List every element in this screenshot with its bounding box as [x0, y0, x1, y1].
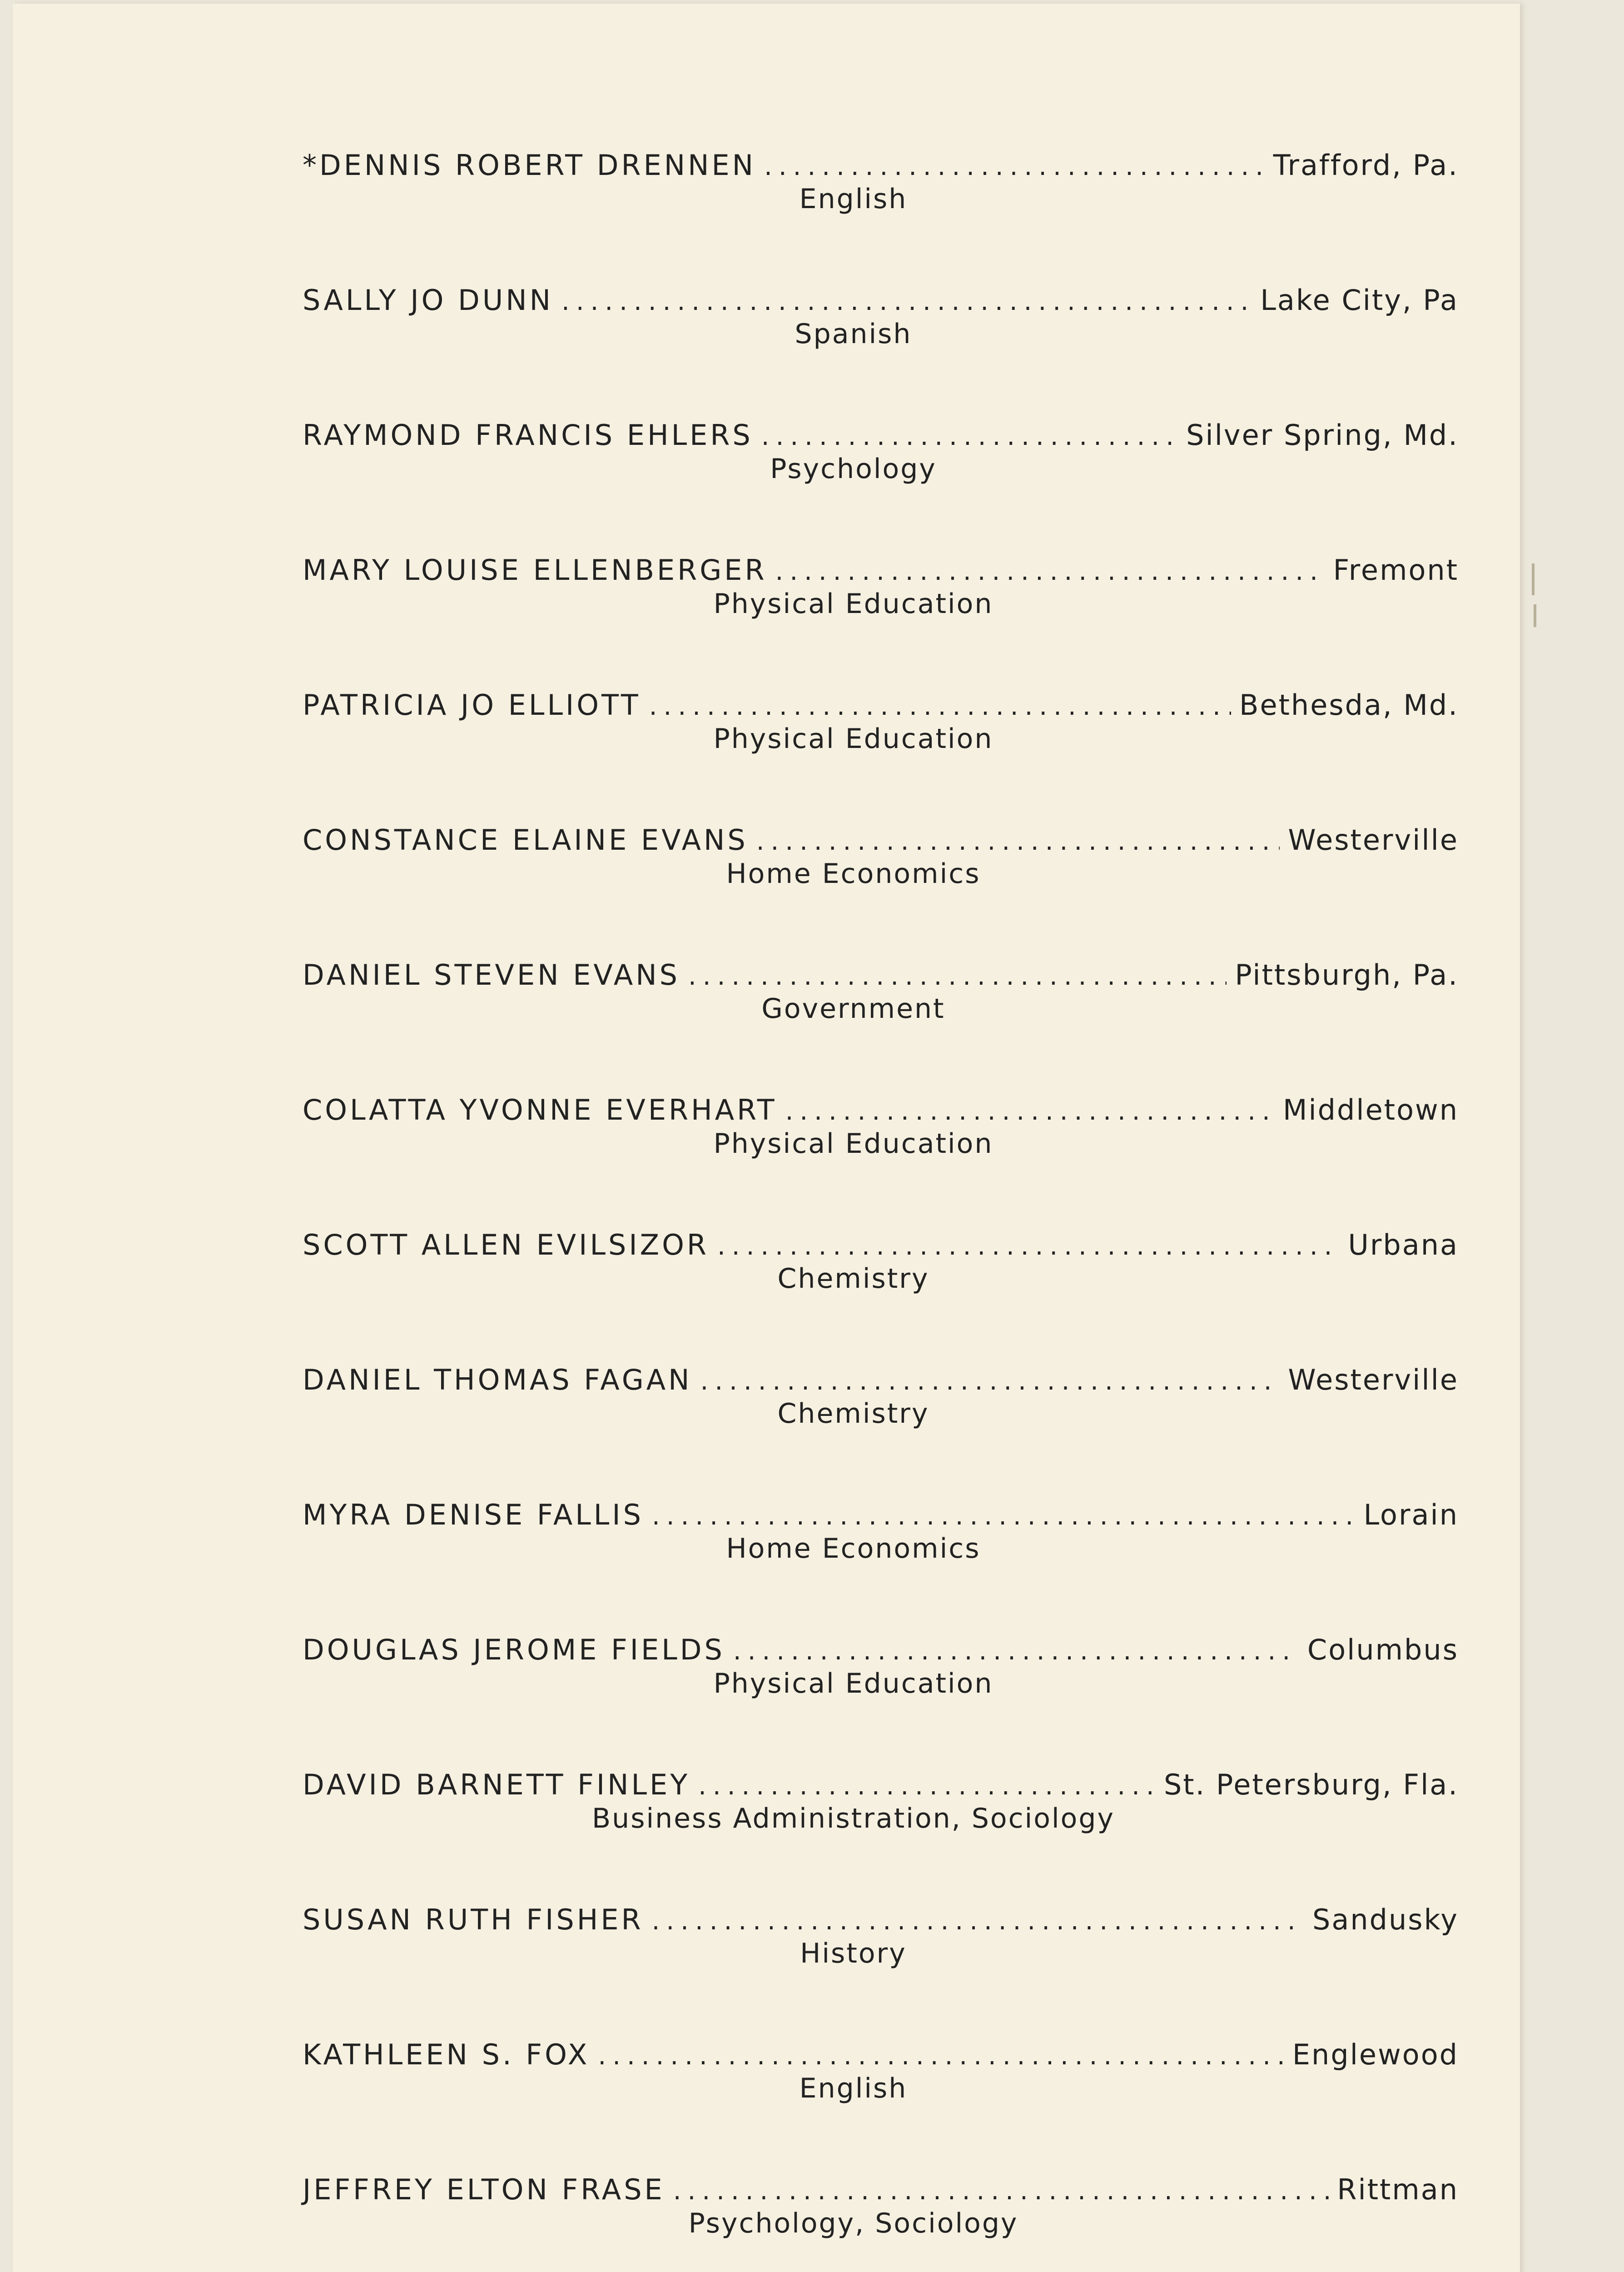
graduate-entry [303, 418, 1459, 553]
leader-dots [698, 1769, 1156, 1804]
graduate-hometown: Bethesda, Md. [1239, 688, 1459, 722]
graduate-list [303, 148, 1459, 2272]
graduate-line [303, 283, 1459, 318]
graduate-name: KATHLEEN S. FOX [303, 2038, 590, 2071]
graduate-hometown: Rittman [1337, 2173, 1459, 2206]
graduate-line [303, 1363, 1459, 1397]
graduate-name: SUSAN RUTH FISHER [303, 1903, 644, 1936]
graduate-entry [303, 1363, 1459, 1498]
graduate-name: DAVID BARNETT FINLEY [303, 1768, 690, 1801]
graduate-hometown: Silver Spring, Md. [1186, 419, 1459, 452]
graduate-entry [303, 1768, 1459, 1903]
graduate-hometown: Lorain [1363, 1498, 1459, 1531]
graduate-line [303, 1768, 1459, 1802]
graduate-name: SCOTT ALLEN EVILSIZOR [303, 1228, 709, 1261]
leader-dots [785, 1094, 1275, 1129]
graduate-name: DANIEL STEVEN EVANS [303, 958, 680, 992]
graduate-entry [303, 1228, 1459, 1363]
graduate-major: English [799, 183, 908, 215]
graduate-entry [303, 823, 1459, 958]
graduate-line [303, 688, 1459, 722]
leader-dots [700, 1364, 1280, 1399]
graduate-line [303, 2172, 1459, 2207]
graduate-name: MYRA DENISE FALLIS [303, 1498, 644, 1531]
graduate-major: Physical Education [713, 723, 993, 755]
leader-dots [561, 284, 1252, 319]
graduate-entry [303, 553, 1459, 688]
graduate-name: PATRICIA JO ELLIOTT [303, 688, 641, 722]
graduate-major: Psychology [770, 453, 937, 485]
graduate-name: SALLY JO DUNN [303, 284, 554, 317]
graduate-major: Physical Education [713, 588, 993, 620]
graduate-line [303, 1633, 1459, 1667]
graduate-major: History [800, 1938, 907, 1969]
leader-dots [688, 959, 1227, 994]
graduate-major: Physical Education [713, 1128, 993, 1160]
graduate-hometown: Lake City, Pa [1260, 284, 1459, 317]
graduate-line [303, 1498, 1459, 1532]
graduate-entry [303, 2172, 1459, 2272]
graduate-line [303, 823, 1459, 857]
graduate-hometown: Urbana [1348, 1228, 1459, 1261]
graduate-name: MARY LOUISE ELLENBERGER [303, 553, 767, 587]
graduate-name: COLATTA YVONNE EVERHART [303, 1093, 777, 1126]
leader-dots [649, 689, 1231, 724]
graduate-name: JEFFREY ELTON FRASE [303, 2173, 665, 2206]
graduate-name: *DENNIS ROBERT DRENNEN [303, 149, 756, 182]
graduate-major: Business Administration, Sociology [592, 1803, 1115, 1834]
graduate-line [303, 958, 1459, 992]
graduate-entry [303, 148, 1459, 283]
graduate-major: Psychology, Sociology [688, 2207, 1018, 2239]
graduate-line [303, 148, 1459, 183]
graduate-hometown: Westerville [1288, 1363, 1459, 1396]
graduate-major: Spanish [795, 318, 912, 350]
leader-dots [598, 2039, 1284, 2073]
graduate-name: CONSTANCE ELAINE EVANS [303, 823, 748, 857]
graduate-hometown: Trafford, Pa. [1273, 149, 1459, 182]
graduate-line [303, 1093, 1459, 1127]
leader-dots [764, 149, 1265, 184]
graduate-line [303, 1903, 1459, 1937]
graduate-hometown: Fremont [1333, 553, 1459, 587]
graduate-line [303, 1228, 1459, 1262]
graduate-entry [303, 2038, 1459, 2172]
graduate-major: Physical Education [713, 1668, 993, 1699]
page-edge-mark [1532, 563, 1535, 595]
graduate-hometown: Englewood [1292, 2038, 1459, 2071]
graduate-hometown: Sandusky [1312, 1903, 1459, 1936]
leader-dots [673, 2174, 1329, 2208]
graduate-name: DOUGLAS JEROME FIELDS [303, 1633, 725, 1666]
graduate-hometown: Pittsburgh, Pa. [1235, 958, 1459, 992]
leader-dots [775, 554, 1325, 589]
graduate-entry [303, 688, 1459, 823]
graduate-entry [303, 1903, 1459, 2038]
page-edge-mark [1534, 604, 1536, 627]
graduate-line [303, 553, 1459, 588]
leader-dots [652, 1904, 1304, 1938]
graduate-line [303, 2038, 1459, 2072]
graduate-hometown: Columbus [1307, 1633, 1459, 1666]
graduate-entry [303, 1633, 1459, 1768]
graduate-entry [303, 1498, 1459, 1633]
graduate-major: Chemistry [777, 1398, 929, 1430]
graduate-entry [303, 958, 1459, 1093]
leader-dots [756, 824, 1280, 859]
leader-dots [717, 1229, 1340, 1264]
leader-dots [733, 1634, 1299, 1669]
graduate-hometown: Middletown [1282, 1093, 1459, 1126]
graduate-major: Home Economics [726, 858, 981, 890]
leader-dots [652, 1499, 1356, 1534]
program-page [13, 4, 1520, 2272]
leader-dots [761, 419, 1178, 454]
graduate-line [303, 418, 1459, 453]
graduate-entry [303, 283, 1459, 418]
graduate-name: RAYMOND FRANCIS EHLERS [303, 419, 753, 452]
graduate-hometown: Westerville [1288, 823, 1459, 857]
graduate-major: Government [761, 993, 945, 1025]
graduate-hometown: St. Petersburg, Fla. [1163, 1768, 1459, 1801]
graduate-major: Chemistry [777, 1263, 929, 1295]
graduate-major: Home Economics [726, 1533, 981, 1564]
graduate-major: English [799, 2073, 908, 2104]
graduate-name: DANIEL THOMAS FAGAN [303, 1363, 692, 1396]
graduate-entry [303, 1093, 1459, 1228]
